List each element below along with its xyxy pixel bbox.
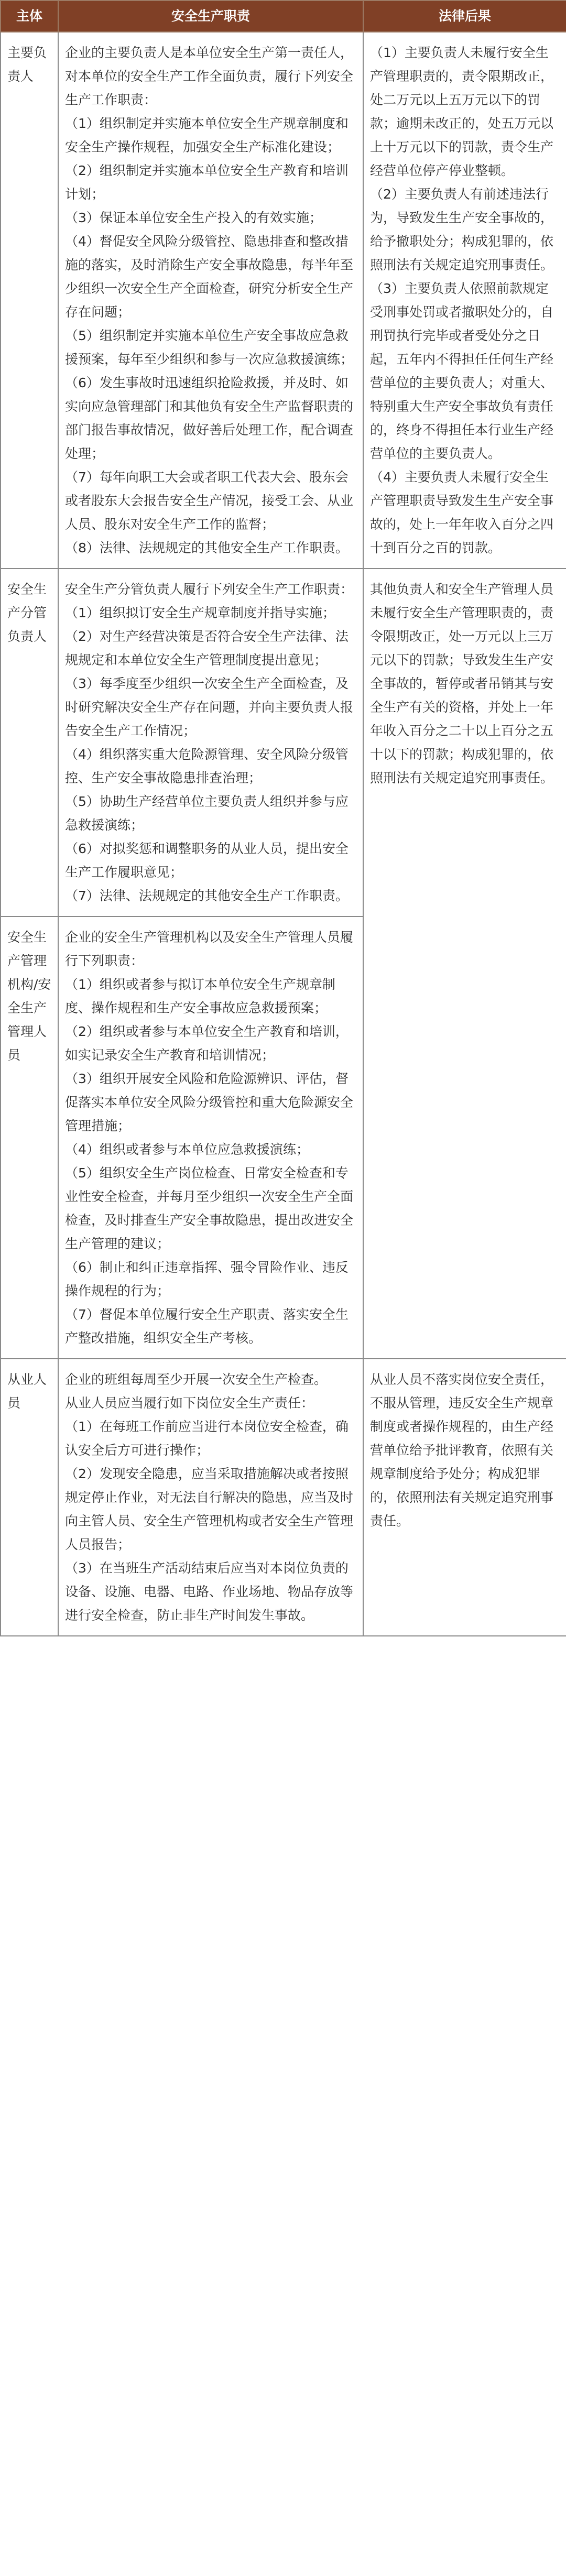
header-legal: 法律后果: [363, 1, 566, 32]
duties-cell: [58, 32, 363, 569]
duty-item: （7）督促本单位履行安全生产职责、落实安全生产整改措施，组织安全生产考核。: [65, 1307, 349, 1346]
duty-item: （3）组织开展安全风险和危险源辨识、评估，督促落实本单位安全风险分级管控和重大危险源安全管理措施；: [65, 1071, 354, 1133]
legal-item: 从业人员不落实岗位安全责任，不服从管理，违反安全生产规章制度或者操作规程的，由生产经营单位给予批评教育，依照有关规章制度给予处分；构成犯罪的，依照刑法有关规定追究刑事责任。: [370, 1372, 554, 1529]
duty-item: （5）组织安全生产岗位检查、日常安全检查和专业性安全检查，并每月至少组织一次安全生产全面检查，及时排查生产安全事故隐患，提出改进安全生产管理的建议；: [65, 1165, 354, 1251]
duties-intro: 安全生产分管负责人履行下列安全生产工作职责：: [65, 582, 354, 597]
duty-item: （7）法律、法规规定的其他安全生产工作职责。: [65, 888, 349, 903]
duty-item: （6）制止和纠正违章指挥、强令冒险作业、违反操作规程的行为；: [65, 1260, 349, 1298]
duty-item: （1）组织制定并实施本单位安全生产规章制度和安全生产操作规程，加强安全生产标准化建设；: [65, 116, 349, 155]
duty-item: （6）发生事故时迅速组织抢险救援，并及时、如实向应急管理部门和其他负有安全生产监督职责的部门报告事故情况，做好善后处理工作，配合调查处理；: [65, 375, 354, 461]
duty-item: （4）组织或者参与本单位应急救援演练；: [65, 1142, 309, 1157]
header-duties: 安全生产职责: [58, 1, 363, 32]
subject-cell: 主要负责人: [1, 32, 58, 569]
legal-item: （1）主要负责人未履行安全生产管理职责的，责令限期改正，处二万元以上五万元以下的罚款；逾期未改正的，处五万元以上十万元以下的罚款，责令生产经营单位停产停业整顿。: [370, 45, 554, 178]
legal-item: 其他负责人和安全生产管理人员未履行安全生产管理职责的，责令限期改正，处一万元以上三万元以下的罚款；导致发生生产安全事故的，暂停或者吊销其与安全生产有关的资格，并处上一年年收入百分之二十以上百分之五十以下的罚款；构成犯罪的，依照刑法有关规定追究刑事责任。: [370, 582, 554, 785]
legal-item: （2）主要负责人有前述违法行为，导致发生生产安全事故的，给予撤职处分；构成犯罪的，依照刑法有关规定追究刑事责任。: [370, 187, 554, 272]
duty-item: （1）组织或者参与拟订本单位安全生产规章制度、操作规程和生产安全事故应急救援预案；: [65, 977, 335, 1016]
duty-item: （1）组织拟订安全生产规章制度并指导实施；: [65, 605, 335, 620]
duty-item: （3）保证本单位安全生产投入的有效实施；: [65, 210, 322, 225]
table-row: [1, 1359, 566, 1636]
duty-item: （2）发现安全隐患，应当采取措施解决或者按照规定停止作业，对无法自行解决的隐患，应当及时向主管人员、安全生产管理机构或者安全生产管理人员报告；: [65, 1466, 354, 1552]
duties-cell: [58, 569, 363, 916]
duty-item: （6）对拟奖惩和调整职务的从业人员，提出安全生产工作履职意见；: [65, 841, 349, 880]
table-header: [1, 1, 566, 32]
duty-item: （4）组织落实重大危险源管理、安全风险分级管控、生产安全事故隐患排查治理；: [65, 747, 349, 785]
duty-item: （2）组织制定并实施本单位安全生产教育和培训计划；: [65, 163, 349, 202]
duty-item: （2）对生产经营决策是否符合安全生产法律、法规规定和本单位安全生产管理制度提出意见；: [65, 629, 349, 668]
legal-item: （4）主要负责人未履行安全生产管理职责导致发生生产安全事故的，处上一年年收入百分之四十到百分之百的罚款。: [370, 470, 554, 555]
duty-item: （1）在每班工作前应当进行本岗位安全检查，确认安全后方可进行操作；: [65, 1419, 349, 1458]
duty-item: 从业人员应当履行如下岗位安全生产责任：: [65, 1395, 314, 1411]
duty-item: （8）法律、法规规定的其他安全生产工作职责。: [65, 540, 349, 555]
subject-cell: 从业人员: [1, 1359, 58, 1636]
legal-cell: [363, 32, 566, 569]
legal-cell: [363, 1359, 566, 1636]
duties-intro: 企业的安全生产管理机构以及安全生产管理人员履行下列职责：: [65, 930, 354, 968]
table-row: [1, 569, 566, 916]
duty-item: （2）组织或者参与本单位安全生产教育和培训，如实记录安全生产教育和培训情况；: [65, 1024, 349, 1063]
duty-item: （7）每年向职工大会或者职工代表大会、股东会或者股东大会报告安全生产情况，接受工会、从业人员、股东对安全生产工作的监督；: [65, 470, 354, 532]
duties-cell: [58, 1359, 363, 1636]
header-subject: 主体: [1, 1, 58, 32]
table-body: [1, 32, 566, 1636]
duties-intro: 企业的班组每周至少开展一次安全生产检查。: [65, 1372, 328, 1387]
table-row: [1, 32, 566, 569]
duties-cell: [58, 916, 363, 1359]
duty-item: （5）组织制定并实施本单位生产安全事故应急救援预案，每年至少组织和参与一次应急救援演练；: [65, 328, 354, 367]
legal-cell: [363, 569, 566, 1359]
duty-item: （4）督促安全风险分级管控、隐患排查和整改措施的落实，及时消除生产安全事故隐患，每半年至少组织一次安全生产全面检查，研究分析安全生产存在问题；: [65, 234, 354, 320]
duty-item: （5）协助生产经营单位主要负责人组织并参与应急救援演练；: [65, 794, 349, 833]
subject-cell: 安全生产分管负责人: [1, 569, 58, 916]
header-row: [1, 1, 566, 32]
subject-cell: 安全生产管理机构/安全生产管理人员: [1, 916, 58, 1359]
duty-item: （3）每季度至少组织一次安全生产全面检查，及时研究解决安全生产存在问题，并向主要负责人报告安全生产工作情况；: [65, 676, 354, 738]
duty-item: （3）在当班生产活动结束后应当对本岗位负责的设备、设施、电器、电路、作业场地、物品存放等进行安全检查，防止非生产时间发生事故。: [65, 1560, 354, 1623]
legal-item: （3）主要负责人依照前款规定受刑事处罚或者撤职处分的，自刑罚执行完毕或者受处分之日起，五年内不得担任任何生产经营单位的主要负责人；对重大、特别重大生产安全事故负有责任的，终身不得担任本行业生产经营单位的主要负责人。: [370, 281, 554, 461]
duties-intro: 企业的主要负责人是本单位安全生产第一责任人，对本单位的安全生产工作全面负责，履行下列安全生产工作职责：: [65, 45, 354, 107]
